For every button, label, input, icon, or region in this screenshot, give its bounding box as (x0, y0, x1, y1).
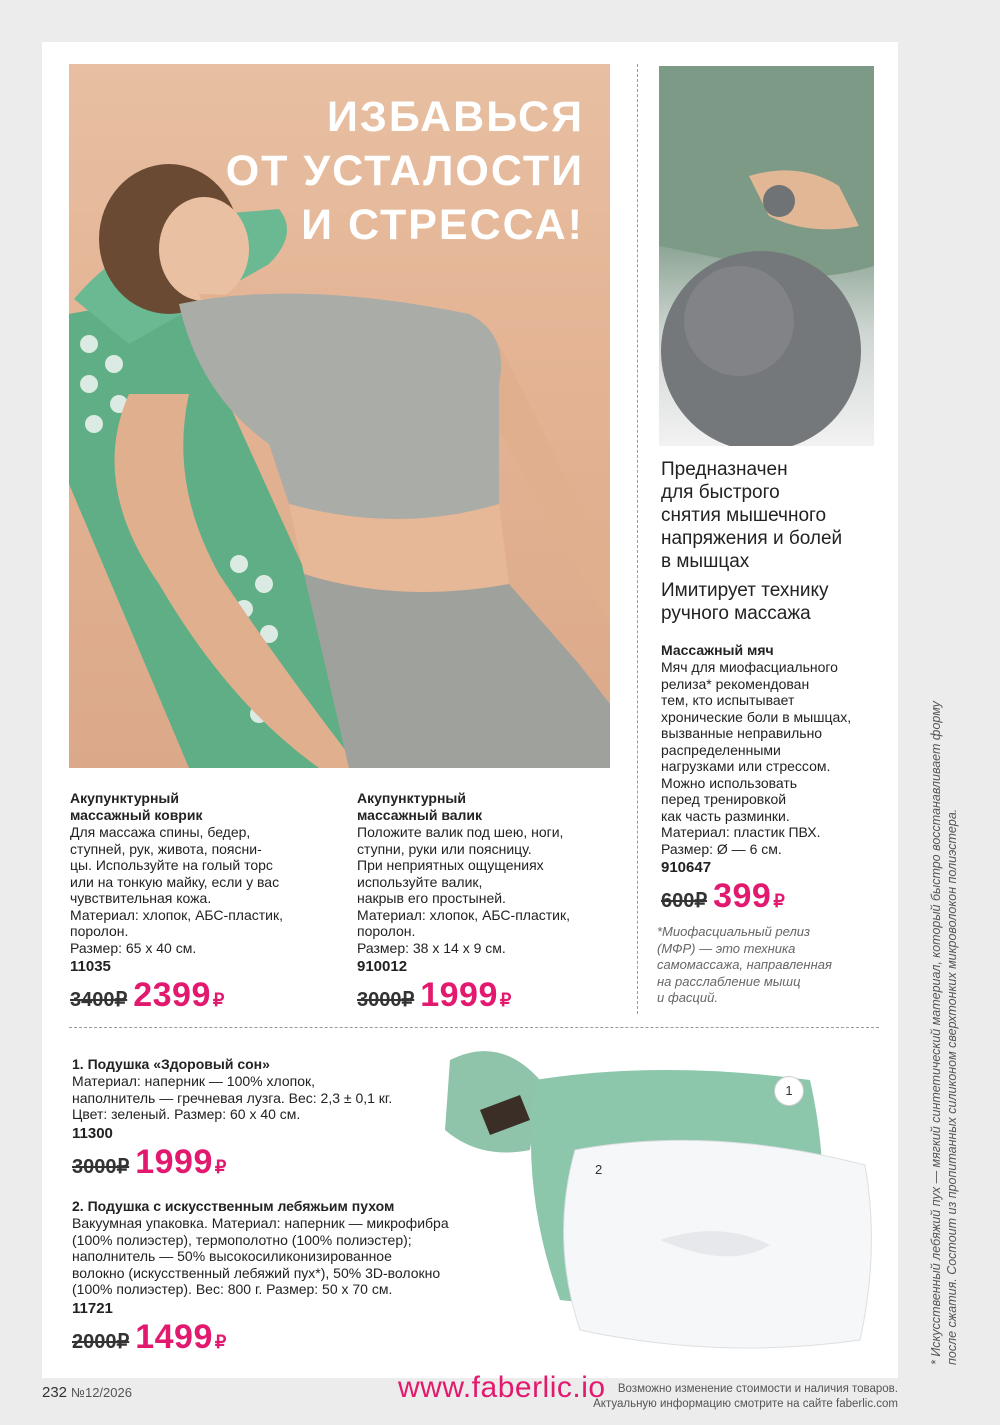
mfr-footnote: *Миофасциальный релиз (МФР) — это техника самомассажа, направленная на расслабление мышц и фасций. (657, 924, 832, 1005)
price (72, 1143, 452, 1182)
price (70, 976, 340, 1015)
product-description: Вакуумная упаковка. Материал: наперник — микрофибра (100% полиэстер), термополотно (100% полиэстер); наполнитель — 50% высокосиликонизированное волокно (искусственный лебяжий пух*), 50% 3D-волокно (100% полиэстер). Вес: 800 г. Размер: 50 х 70 см. (72, 1215, 449, 1297)
old-price: 600₽ (661, 890, 708, 912)
new-price: 1999 (135, 1142, 213, 1181)
issue-number: №12/2026 (71, 1385, 132, 1400)
product-title: 2. Подушка с искусственным лебяжьим пухом (72, 1198, 395, 1214)
massage-ball-photo (659, 66, 874, 446)
product-description: Материал: наперник — 100% хлопок, наполнитель — гречневая лузга. Вес: 2,3 ± 0,1 кг. Цвет: зеленый. Размер: 60 х 40 см. (72, 1073, 393, 1122)
product-description: Мяч для миофасциального релиза* рекомендован тем, кто испытывает хронические боли в мышцах, вызванные неправильно распределенными нагрузками или стрессом. Можно использовать перед тренировкой как часть разминки. Материал: пластик ПВХ. Размер: Ø — 6 см. (661, 659, 852, 857)
ball-product (657, 642, 886, 1007)
mat-product (70, 790, 340, 1015)
product-title: Массажный мяч (661, 642, 774, 658)
new-price: 2399 (133, 976, 211, 1014)
price (661, 877, 886, 916)
product-code: 11300 (72, 1124, 113, 1142)
product-description: Положите валик под шею, ноги, ступни, руки или поясницу. При неприятных ощущениях используйте валик, накрыв его простыней. Материал: хлопок, АБС-пластик, поролон. Размер: 38 х 14 х 9 см. (357, 824, 570, 956)
pillow-2-badge: 2 (595, 1162, 603, 1177)
down-footnote: * Искусственный лебяжий пух — мягкий синтетический материал, который быстро восстанавливает форму после сжатия. Состоит из пропитанных силиконом сверхтонких микроволокон полиэстера. (929, 701, 959, 1365)
horizontal-divider (69, 1027, 879, 1028)
old-price: 3400₽ (70, 989, 128, 1011)
currency: ₽ (214, 1156, 227, 1177)
pillow-1-badge: 1 (774, 1076, 804, 1106)
product-title: 1. Подушка «Здоровый сон» (72, 1056, 270, 1072)
hero-title: ИЗБАВЬСЯ ОТ УСТАЛОСТИ И СТРЕССА! (225, 93, 584, 249)
roller-product (357, 790, 627, 1015)
page-number: 232 (42, 1384, 68, 1401)
price (357, 976, 627, 1015)
vertical-divider (637, 64, 638, 1014)
pillows-photo (440, 1040, 880, 1370)
watermark-link[interactable]: www.faberlic.io (398, 1371, 606, 1404)
old-price: 3000₽ (357, 989, 415, 1011)
product-title: Акупунктурный массажный коврик (70, 790, 203, 823)
product-code: 910647 (661, 859, 712, 876)
old-price: 3000₽ (72, 1155, 130, 1178)
product-code: 11035 (70, 958, 111, 975)
currency: ₽ (773, 891, 785, 911)
new-price: 399 (713, 877, 772, 915)
old-price: 2000₽ (72, 1330, 130, 1353)
hero-photo (69, 64, 610, 768)
new-price: 1499 (135, 1317, 213, 1356)
currency: ₽ (499, 990, 512, 1010)
product-code: 910012 (357, 958, 408, 975)
currency: ₽ (212, 990, 225, 1010)
pillows-illustration (440, 1040, 880, 1370)
footer-disclaimer: Возможно изменение стоимости и наличия товаров. Актуальную информацию смотрите на сайте faberlic.com (593, 1383, 898, 1410)
product-description: Для массажа спины, бедер, ступней, рук, живота, поясни- цы. Используйте на голый торс или на тонкую майку, если у вас чувствительная кожа. Материал: хлопок, АБС-пластик, поролон. Размер: 65 х 40 см. (70, 824, 283, 956)
ball-headline: Предназначен для быстрого снятия мышечного напряжения и болей в мышцах Имитирует технику ручного массажа (661, 459, 843, 624)
product-title: Акупунктурный массажный валик (357, 790, 483, 823)
page-footer (42, 1384, 132, 1401)
pillow-1-product (72, 1056, 452, 1182)
new-price: 1999 (420, 976, 498, 1014)
product-code: 11721 (72, 1299, 113, 1317)
currency: ₽ (214, 1331, 227, 1352)
massage-ball-illustration (659, 66, 874, 446)
